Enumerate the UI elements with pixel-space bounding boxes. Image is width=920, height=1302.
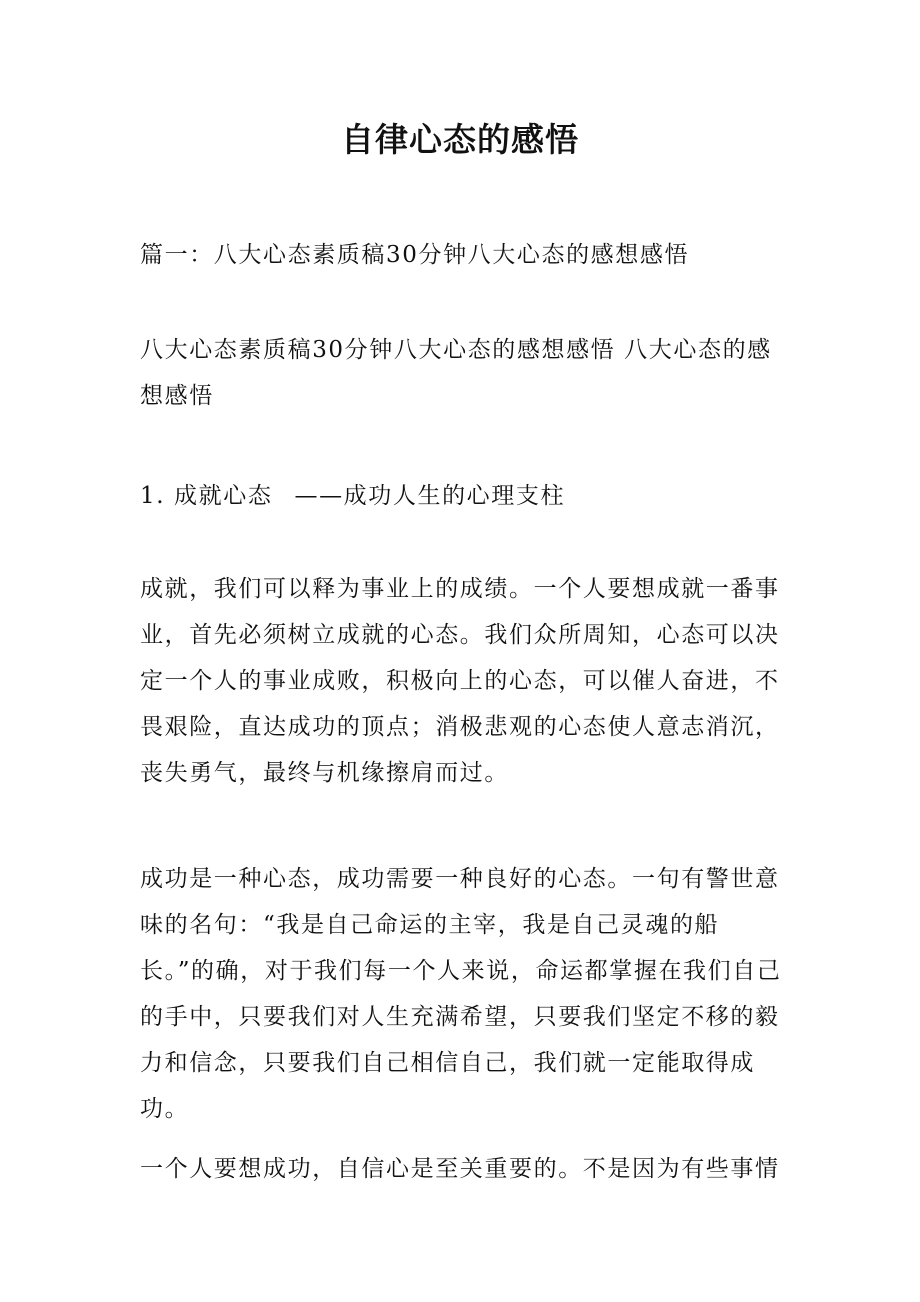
heading-number: 1. 成就心态 [140, 483, 273, 509]
section-heading: 篇一：八大心态素质稿30分钟八大心态的感想感悟 [140, 242, 690, 268]
body-paragraph: 成功是一种心态，成功需要一种良好的心态。一句有警世意味的名句：“我是自己命运的主宰，我是自己灵魂的船长。”的确，对于我们每一个人来说，命运都掌握在我们自己的手中，只要我们对人生充满希望，只要我们坚定不移的毅力和信念，只要我们自己相信自己，我们就一定能取得成功。 [140, 866, 782, 1122]
subtitle-paragraph: 八大心态素质稿30分钟八大心态的感想感悟 八大心态的感想感悟 [140, 337, 772, 409]
heading-text: ——成功人生的心理支柱 [294, 483, 566, 509]
body-paragraph: 成就，我们可以释为事业上的成绩。一个人要想成就一番事业，首先必须树立成就的心态。我们众所周知，心态可以决定一个人的事业成败，积极向上的心态，可以催人奋进，不畏艰险，直达成功的顶点；消极悲观的心态使人意志消沉，丧失勇气，最终与机缘擦肩而过。 [140, 576, 780, 786]
numbered-heading [140, 473, 788, 519]
body-paragraph: 一个人要想成功，自信心是至关重要的。不是因为有些事情 [140, 1156, 780, 1182]
document-title: 自律心态的感悟 [341, 120, 579, 159]
